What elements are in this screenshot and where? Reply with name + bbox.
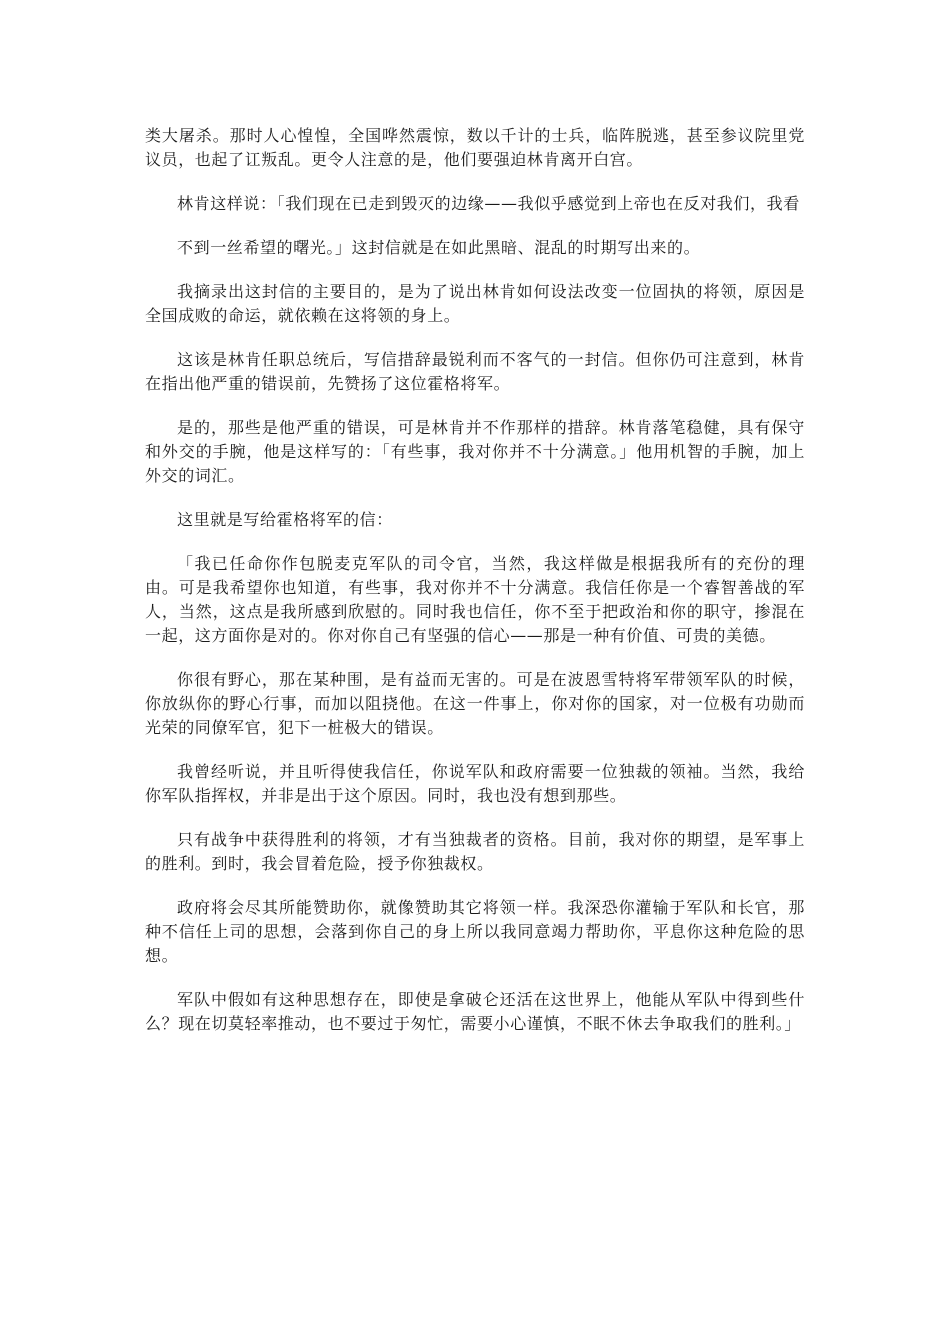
paragraph-letter-6: 军队中假如有这种思想存在，即使是拿破仑还活在这世界上，他能从军队中得到些什么？现在切莫轻率推动，也不要过于匆忙，需要小心谨慎，不眠不休去争取我们的胜利。」: [145, 990, 805, 1033]
paragraph-lincoln-quote: 林肯这样说：「我们现在已走到毁灭的边缘——我似乎感觉到上帝也在反对我们，我看: [177, 194, 800, 213]
paragraph-letter-1: 「我已任命你作包脱麦克军队的司令官，当然，我这样做是根据我所有的充份的理由。可是我希望你也知道，有些事，我对你并不十分满意。我信任你是一个睿智善战的军人，当然，这点是我所感到欣慰的。同时我也信任，你不至于把政治和你的职守，掺混在一起，这方面你是对的。你对你自己有坚强的信心——那是一种有价值、可贵的美德。: [145, 554, 805, 645]
paragraph-continued: 类大屠杀。那时人心惶惶，全国哗然震惊，数以千计的士兵，临阵脱逃，甚至参议院里党议员，也起了讧叛乱。更令人注意的是，他们要强迫林肯离开白宫。: [145, 126, 805, 169]
paragraph-quote-continued: 不到一丝希望的曙光。」这封信就是在如此黑暗、混乱的时期写出来的。: [177, 238, 701, 257]
document-page: [145, 124, 805, 1056]
paragraph-letter-3: 我曾经听说，并且听得使我信任，你说军队和政府需要一位独裁的领袖。当然，我给你军队指挥权，并非是出于这个原因。同时，我也没有想到那些。: [145, 762, 805, 805]
paragraph-letter-intro: 这里就是写给霍格将军的信：: [177, 510, 393, 529]
paragraph-diplomacy: 是的，那些是他严重的错误，可是林肯并不作那样的措辞。林肯落笔稳健，具有保守和外交的手腕，他是这样写的：「有些事，我对你并不十分满意。」他用机智的手腕，加上外交的词汇。: [145, 418, 805, 485]
paragraph-purpose: 我摘录出这封信的主要目的，是为了说出林肯如何设法改变一位固执的将领，原因是全国成败的命运，就依赖在这将领的身上。: [145, 282, 805, 325]
paragraph-letter-2: 你很有野心，那在某种围，是有益而无害的。可是在波恩雪特将军带领军队的时候，你放纵你的野心行事，而加以阻挠他。在这一件事上，你对你的国家，对一位极有功勋而光荣的同僚军官，犯下一桩极大的错误。: [145, 670, 805, 737]
paragraph-sharpest-letter: 这该是林肯任职总统后，写信措辞最锐利而不客气的一封信。但你仍可注意到，林肯在指出他严重的错误前，先赞扬了这位霍格将军。: [145, 350, 805, 393]
paragraph-letter-5: 政府将会尽其所能赞助你，就像赞助其它将领一样。我深恐你灌输于军队和长官，那种不信任上司的思想，会落到你自己的身上所以我同意竭力帮助你，平息你这种危险的思想。: [145, 898, 805, 965]
paragraph-letter-4: 只有战争中获得胜利的将领，才有当独裁者的资格。目前，我对你的期望，是军事上的胜利。到时，我会冒着危险，授予你独裁权。: [145, 830, 805, 873]
